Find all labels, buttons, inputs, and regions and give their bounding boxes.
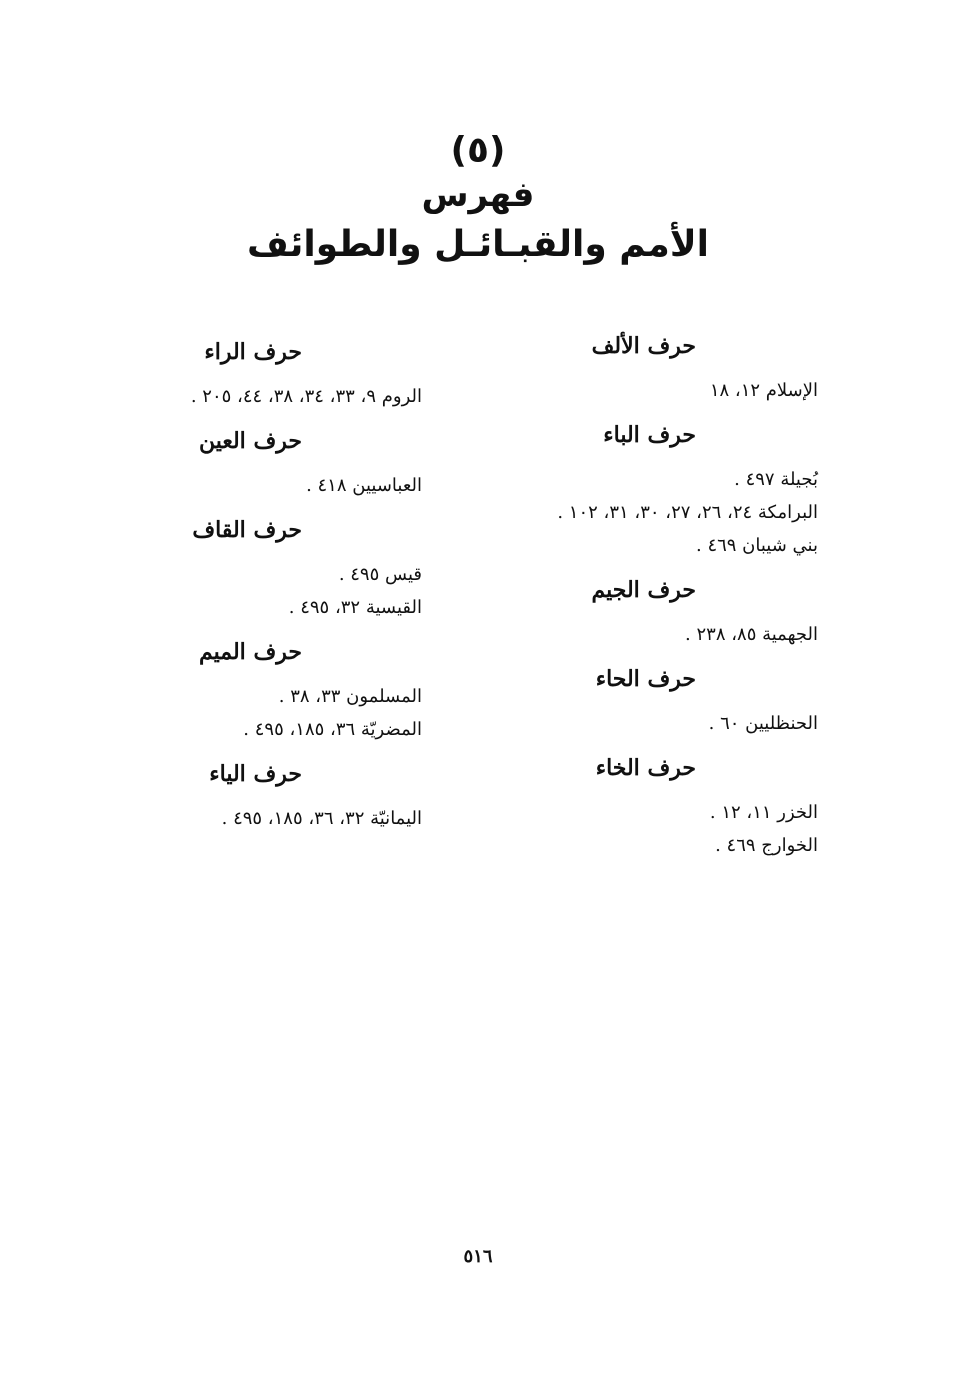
index-entry: الخزر ١١، ١٢ . — [709, 802, 818, 823]
index-entry: الإسلام ١٢، ١٨ — [709, 380, 818, 401]
index-entry: الجهمية ٨٥، ٢٣٨ . — [685, 624, 818, 645]
index-entry: البرامكة ٢٤، ٢٦، ٢٧، ٣٠، ٣١، ١٠٢ . — [557, 502, 818, 523]
letter-group-ha — [458, 663, 818, 740]
letter-group-kha — [458, 752, 818, 862]
letter-heading: حرف الباء — [603, 422, 696, 448]
index-entry: المسلمون ٣٣، ٣٨ . — [278, 686, 422, 707]
index-entry: الروم ٩، ٣٣، ٣٤، ٣٨، ٤٤، ٢٠٥ . — [190, 386, 422, 407]
letter-group-jim — [458, 574, 818, 651]
letter-group-qaf — [62, 514, 422, 624]
section-number: (٥) — [450, 130, 506, 171]
letter-heading: حرف القاف — [192, 517, 302, 543]
index-column-left — [62, 336, 422, 847]
letter-heading: حرف العين — [198, 428, 302, 454]
index-entry: الخوارج ٤٦٩ . — [715, 835, 818, 856]
letter-group-ayn — [62, 425, 422, 502]
letter-heading: حرف الخاء — [595, 755, 696, 781]
index-entry: المضريّة ٣٦، ١٨٥، ٤٩٥ . — [243, 719, 422, 740]
letter-group-alif — [458, 330, 818, 407]
index-entry: بُجيلة ٤٩٧ . — [734, 469, 818, 490]
letter-group-ba — [458, 419, 818, 562]
letter-group-ra — [62, 336, 422, 413]
letter-group-mim — [62, 636, 422, 746]
index-column-right — [458, 330, 818, 874]
index-entry: بني شيبان ٤٦٩ . — [695, 535, 818, 556]
letter-heading: حرف الياء — [209, 761, 302, 787]
title-block — [0, 128, 956, 270]
index-entry: اليمانيّة ٣٢، ٣٦، ١٨٥، ٤٩٥ . — [221, 808, 422, 829]
page-number: ٥١٦ — [463, 1246, 493, 1267]
letter-heading: حرف الجيم — [591, 577, 696, 603]
letter-heading: حرف الميم — [198, 639, 302, 665]
index-title: فهرس — [421, 175, 535, 215]
letter-heading: حرف الحاء — [595, 666, 696, 692]
letter-heading: حرف الألف — [591, 333, 696, 359]
letter-group-ya — [62, 758, 422, 835]
letter-heading: حرف الراء — [204, 339, 302, 365]
index-entry: الحنظليين ٦٠ . — [708, 713, 818, 734]
index-subject: الأمم والقبـائـل والطوائف — [247, 224, 709, 265]
index-entry: قيس ٤٩٥ . — [338, 564, 422, 585]
index-entry: القيسية ٣٢، ٤٩٥ . — [288, 597, 422, 618]
index-entry: العباسيين ٤١٨ . — [306, 475, 422, 496]
